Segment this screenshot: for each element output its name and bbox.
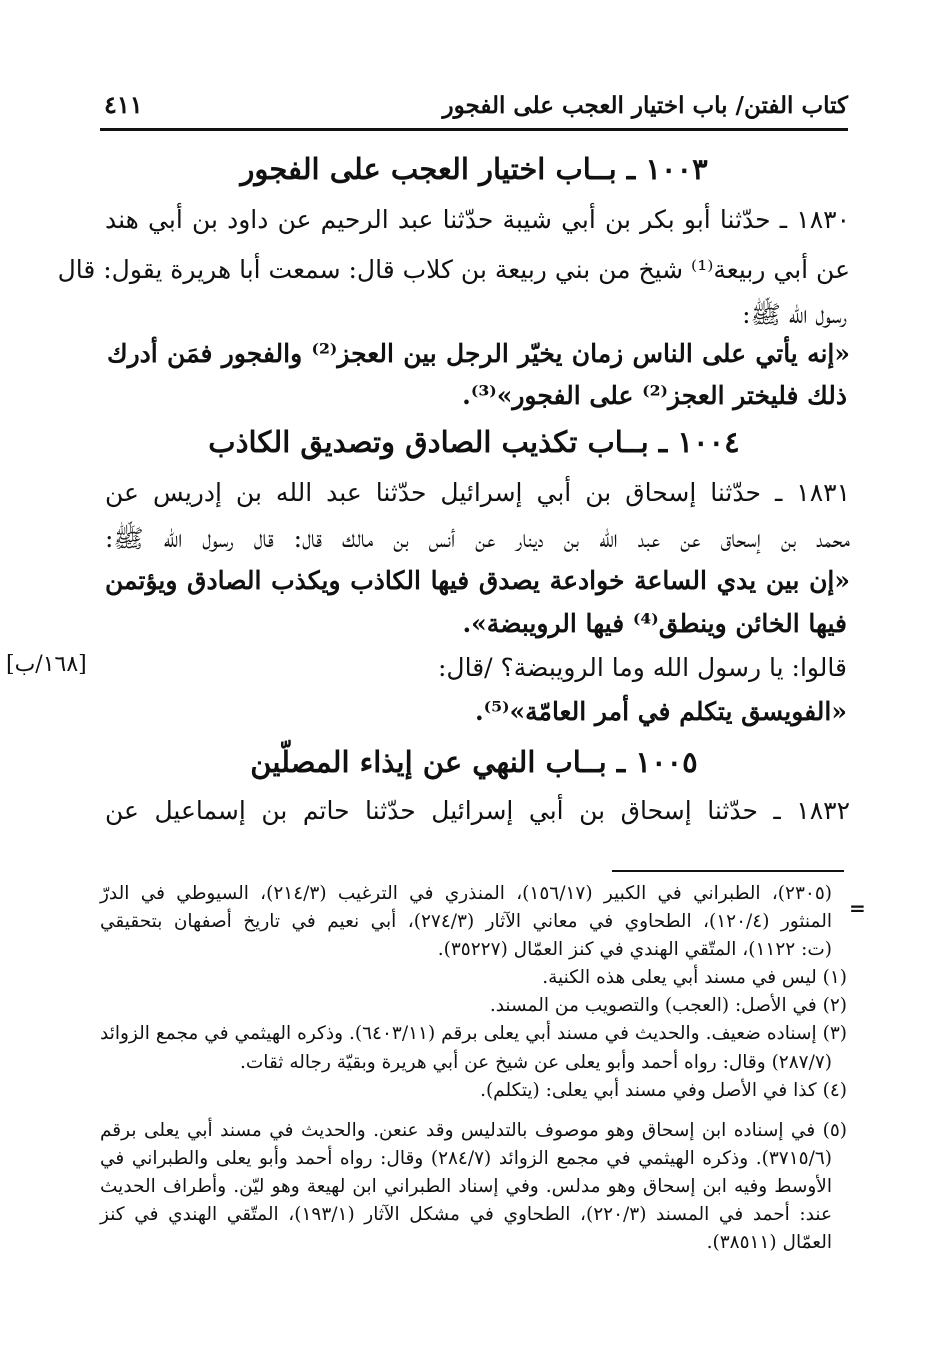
hadith-1830-isnad-line-2: عن أبي ربيعة⁽¹⁾ شيخ من بني ربيعة بن كلاب قال: سمعت أبا هريرة يقول: قال bbox=[57, 255, 850, 284]
footnote-2: (٢) في الأصل: (العجب) والتصويب من المسند. bbox=[489, 995, 847, 1016]
manuscript-folio-note: [١٦٨/ب] bbox=[6, 652, 87, 677]
hadith-1831-answer: «الفويسق يتكلم في أمر العامّة»⁽⁵⁾. bbox=[474, 697, 847, 726]
footnote-5-line-4: عند: أحمد في المسند (٢٢٠/٣)، الطحاوي في مشكل الآثار (١٩٣/١)، المتّقي الهندي في كنز bbox=[100, 1204, 832, 1225]
hadith-1831-isnad-line-2: محمد بن إسحاق عن عبد الله بن دينار عن أنس بن مالك قال: قال رسول الله ﷺ: bbox=[105, 524, 850, 553]
footnote-5-line-1: (٥) في إسناده ابن إسحاق وهو موصوف بالتدليس وقد عنعن. والحديث في مسند أبي يعلى برقم bbox=[100, 1120, 847, 1141]
hadith-1831-matn-line-2: فيها الخائن وينطق⁽⁴⁾ فيها الرويبضة». bbox=[462, 609, 847, 638]
hadith-1831-isnad-line-1: ١٨٣١ ـ حدّثنا إسحاق بن أبي إسرائيل حدّثنا عبد الله بن إدريس عن bbox=[105, 478, 850, 507]
footnote-continuation-marker: = bbox=[849, 896, 866, 920]
hadith-1831-matn-line-1: «إن بين يدي الساعة خوادعة يصدق فيها الكاذب ويكذب الصادق ويؤتمن bbox=[105, 566, 850, 595]
chapter-heading-1003: ١٠٠٣ ـ بــاب اختيار العجب على الفجور bbox=[240, 152, 708, 186]
hadith-1830-isnad-line-1: ١٨٣٠ ـ حدّثنا أبو بكر بن أبي شيبة حدّثنا عبد الرحيم عن داود بن أبي هند bbox=[105, 205, 850, 234]
hadith-1831-question: قالوا: يا رسول الله وما الرويبضة؟ /قال: bbox=[437, 653, 847, 682]
hadith-1830-isnad-line-3: رسول الله ﷺ: bbox=[742, 300, 847, 329]
footnote-3-line-1: (٣) إسناده ضعيف. والحديث في مسند أبي يعلى برقم (٦٤٠٣/١١). وذكره الهيثمي في مجمع الزوائد bbox=[100, 1023, 847, 1044]
footnote-5-line-3: الأوسط وفيه ابن إسحاق وهو مدلس. وفي إسناد الطبراني ابن لهيعة وهو ليّن. وأطراف الحديث bbox=[100, 1176, 832, 1197]
footnote-4: (٤) كذا في الأصل وفي مسند أبي يعلى: (يتكلم). bbox=[480, 1080, 847, 1101]
footnote-continued-line-2: المنثور (١٢٠/٤)، الطحاوي في معاني الآثار (٢٧٤/٣)، أبي نعيم في تاريخ أصفهان بتحقيقي bbox=[100, 911, 832, 932]
chapter-heading-1004: ١٠٠٤ ـ بــاب تكذيب الصادق وتصديق الكاذب bbox=[208, 425, 740, 459]
footnote-5-line-2: (٣٧١٥/٦). وذكره الهيثمي في مجمع الزوائد (٢٨٤/٧) وقال: رواه أحمد وأبو يعلى والطبراني في bbox=[100, 1148, 832, 1169]
running-title: كتاب الفتن/ باب اختيار العجب على الفجور bbox=[442, 92, 848, 119]
hadith-1830-matn-line-2: ذلك فليختر العجز⁽²⁾ على الفجور»⁽³⁾. bbox=[462, 381, 847, 410]
footnote-separator bbox=[612, 870, 844, 872]
footnote-1: (١) ليس في مسند أبي يعلى هذه الكنية. bbox=[542, 967, 847, 988]
hadith-1832-isnad-line-1: ١٨٣٢ ـ حدّثنا إسحاق بن أبي إسرائيل حدّثنا حاتم بن إسماعيل عن bbox=[105, 796, 850, 825]
chapter-heading-1005: ١٠٠٥ ـ بــاب النهي عن إيذاء المصلّين bbox=[250, 745, 698, 779]
footnote-3-line-2: (٢٨٧/٧) وقال: رواه أحمد وأبو يعلى عن شيخ عن أبي هريرة وبقيّة رجاله ثقات. bbox=[240, 1052, 832, 1073]
hadith-1830-matn-line-1: «إنه يأتي على الناس زمان يخيّر الرجل بين العجز⁽²⁾ والفجور فمَن أدرك bbox=[107, 339, 850, 368]
page-header bbox=[100, 88, 848, 131]
page-number: ٤١١ bbox=[104, 90, 143, 119]
footnote-continued-line-3: (ت: ١١٢٢)، المتّقي الهندي في كنز العمّال (٣٥٢٢٧). bbox=[437, 939, 832, 960]
footnote-continued-line-1: (٢٣٠٥)، الطبراني في الكبير (١٥٦/١٧)، المنذري في الترغيب (٢١٤/٣)، السيوطي في الدرّ bbox=[100, 883, 832, 904]
footnote-5-line-5: العمّال (٣٨٥١١). bbox=[706, 1232, 832, 1253]
